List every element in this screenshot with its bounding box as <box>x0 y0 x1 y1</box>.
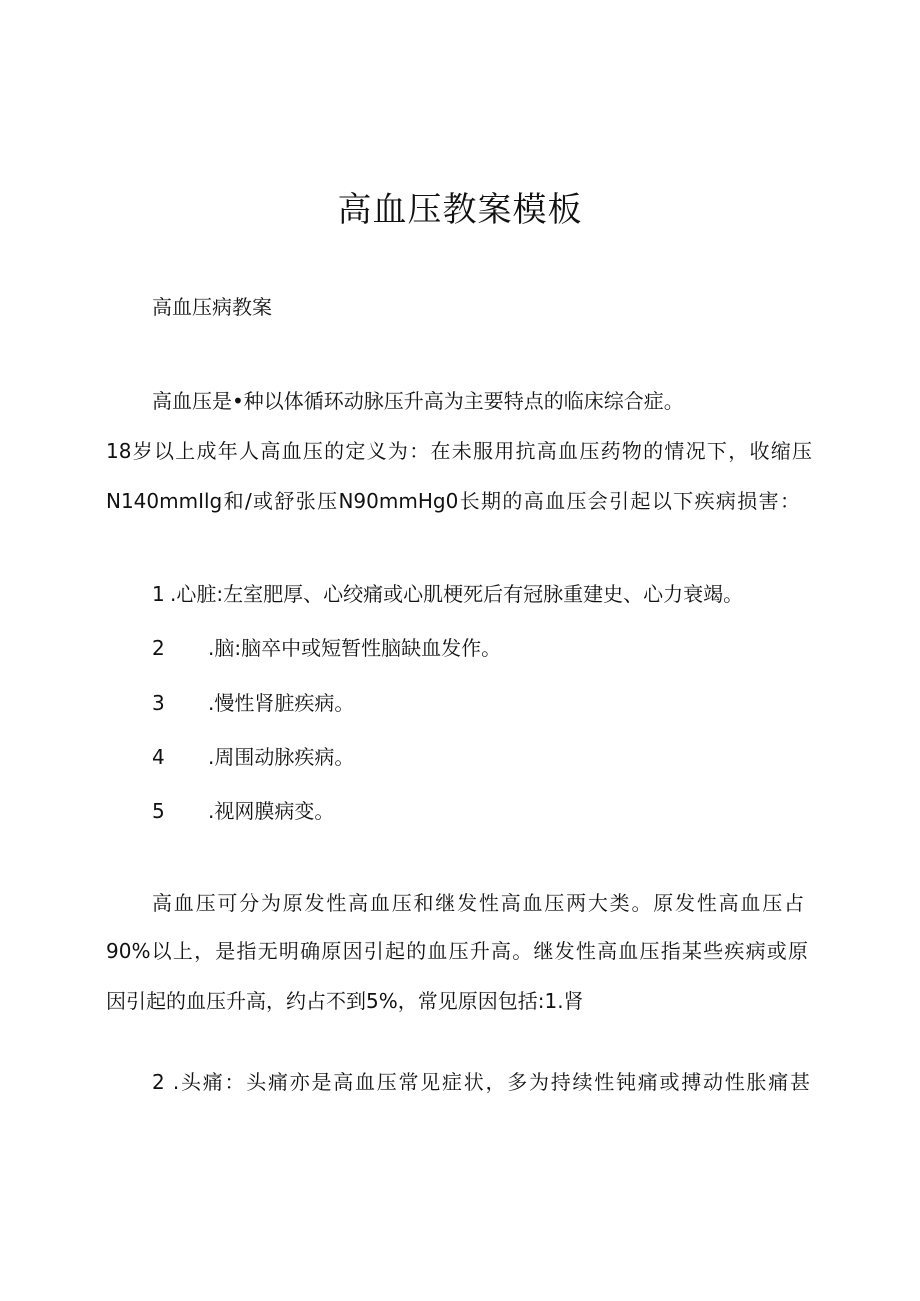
list-number: 5 <box>152 799 165 823</box>
document-title: 高血压教案模板 <box>337 190 583 230</box>
list-item-text: .脑:脑卒中或短暂性脑缺血发作。 <box>208 636 502 660</box>
intro-line-1: 高血压是•种以体循环动脉压升高为主要特点的临床综合症。 <box>152 389 684 413</box>
list-item-text: .周围动脉疾病。 <box>208 745 355 769</box>
harm-list-item <box>152 688 354 718</box>
list-number: 1 <box>152 582 165 606</box>
harm-list-item <box>152 796 334 826</box>
list-number: 4 <box>152 745 165 769</box>
symptom-line: 2 .头痛：头痛亦是高血压常见症状，多为持续性钝痛或搏动性胀痛甚 <box>152 1070 810 1094</box>
classification-line-1: 高血压可分为原发性高血压和继发性高血压两大类。原发性高血压占 <box>152 891 804 915</box>
list-item-text: .慢性肾脏疾病。 <box>208 691 355 715</box>
section-subtitle: 高血压病教案 <box>152 295 272 319</box>
list-number: 3 <box>152 691 165 715</box>
intro-line-2: 18岁以上成年人高血压的定义为：在未服用抗高血压药物的情况下，收缩压 <box>106 439 812 463</box>
list-item-text: .心脏:左室肥厚、心绞痛或心肌梗死后有冠脉重建史、心力衰竭。 <box>170 582 744 606</box>
harm-list-item <box>152 579 743 609</box>
list-number: 2 <box>152 636 165 660</box>
classification-line-2: 90%以上，是指无明确原因引起的血压升高。继发性高血压指某些疾病或原 <box>106 939 808 963</box>
intro-line-3: N140mmIlg和/或舒张压N90mmHg0长期的高血压会引起以下疾病损害： <box>106 489 800 513</box>
classification-line-3: 因引起的血压升高，约占不到5%，常见原因包括:1.肾 <box>106 989 584 1013</box>
harm-list-item <box>152 633 501 663</box>
harm-list-item <box>152 742 354 772</box>
list-item-text: .视网膜病变。 <box>208 799 335 823</box>
